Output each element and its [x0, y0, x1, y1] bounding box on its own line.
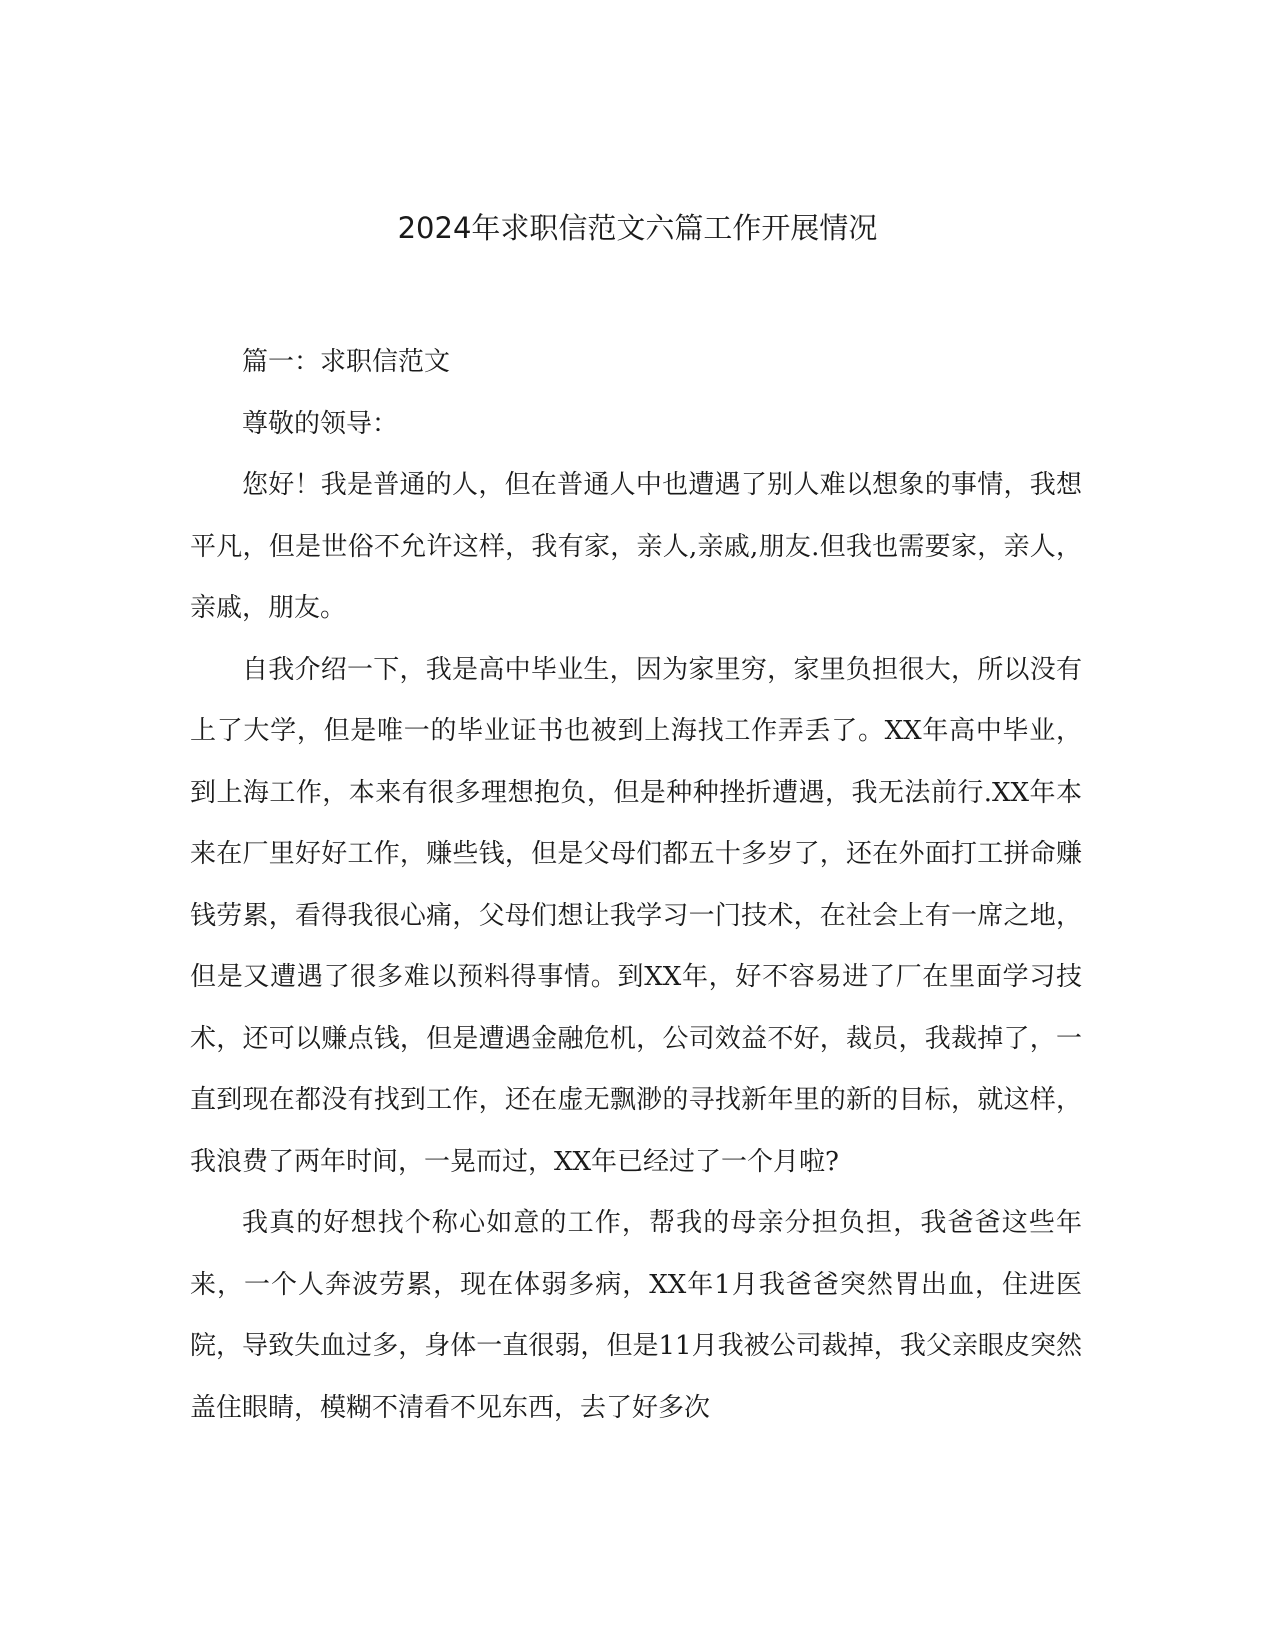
paragraph-self-introduction: 自我介绍一下，我是高中毕业生，因为家里穷，家里负担很大，所以没有上了大学，但是唯一的毕业证书也被到上海找工作弄丢了。XX年高中毕业，到上海工作，本来有很多理想抱负，但是种种挫折遭遇，我无法前行.XX年本来在厂里好好工作，赚些钱，但是父母们都五十多岁了，还在外面打工拼命赚钱劳累，看得我很心痛，父母们想让我学习一门技术，在社会上有一席之地，但是又遭遇了很多难以预料得事情。到XX年，好不容易进了厂在里面学习技术，还可以赚点钱，但是遭遇金融危机，公司效益不好，裁员，我裁掉了，一直到现在都没有找到工作，还在虚无飘渺的寻找新年里的新的目标，就这样，我浪费了两年时间，一晃而过，XX年已经过了一个月啦?	[190, 654, 1082, 1177]
section-heading: 篇一：求职信范文	[242, 347, 451, 377]
paragraph-family-situation: 我真的好想找个称心如意的工作，帮我的母亲分担负担，我爸爸这些年来，一个人奔波劳累，现在体弱多病，XX年1月我爸爸突然胃出血，住进医院，导致失血过多，身体一直很弱，但是11月我被公司裁掉，我父亲眼皮突然盖住眼睛，模糊不清看不见东西，去了好多次	[190, 1208, 1082, 1423]
document-title: 2024年求职信范文六篇工作开展情况	[397, 211, 878, 245]
salutation: 尊敬的领导：	[242, 408, 399, 439]
document-body	[190, 332, 1082, 1439]
paragraph-greeting: 您好！我是普通的人，但在普通人中也遭遇了别人难以想象的事情，我想平凡，但是世俗不允许这样，我有家，亲人,亲戚,朋友.但我也需要家，亲人，亲戚，朋友。	[190, 470, 1082, 623]
